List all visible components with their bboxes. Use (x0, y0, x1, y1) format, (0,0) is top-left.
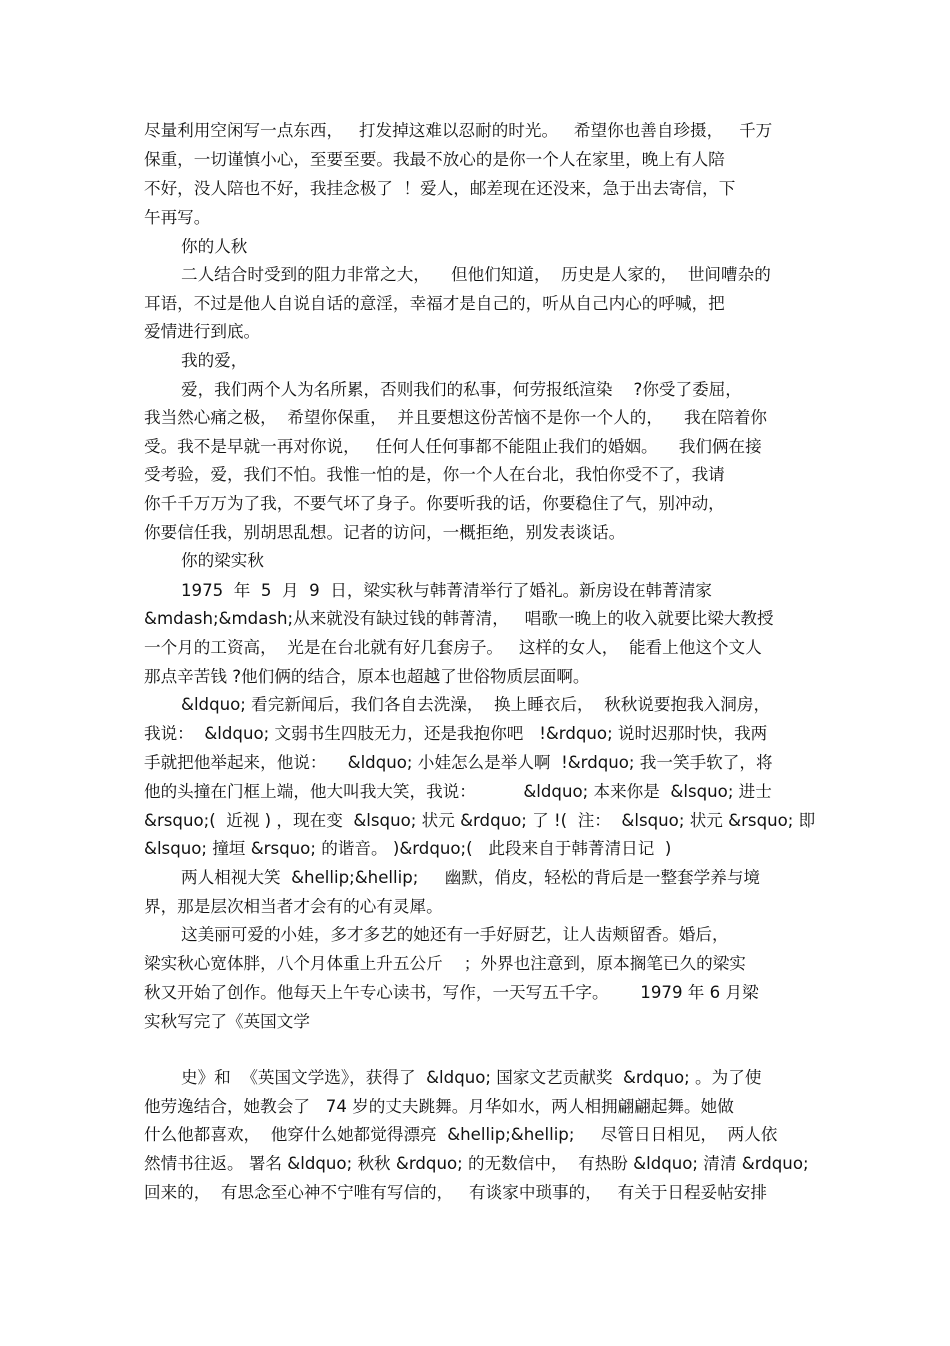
text-line: 我当然心痛之极， 希望你保重， 并且要想这份苦恼不是你一个人的， 我在陪着你 (144, 408, 767, 427)
text-line: 实秋写完了《英国文学 (144, 1012, 310, 1031)
text-line: 耳语，不过是他人自说自话的意淫，幸福才是自己的，听从自己内心的呼喊，把 (144, 294, 725, 313)
text-line: 1975 年 5 月 9 日，梁实秋与韩菁清举行了婚礼。新房设在韩菁清家 (181, 581, 712, 600)
text-line: 二人结合时受到的阻力非常之大， 但他们知道， 历史是人家的， 世间嘈杂的 (181, 265, 771, 284)
text-line: 史》和 《英国文学选》，获得了 &ldquo; 国家文艺贡献奖 &rdquo; 。为了使 (181, 1068, 762, 1087)
text-line: 我的爱， (181, 351, 248, 370)
text-line: 他的头撞在门框上端，他大叫我大笑，我说： &ldquo; 本来你是 &lsquo; 进士 (144, 782, 772, 801)
text-line: 受考验，爱，我们不怕。我惟一怕的是，你一个人在台北，我怕你受不了，我请 (144, 465, 725, 484)
text-line: 爱，我们两个人为名所累，否则我们的私事，何劳报纸渲染 ?你受了委屈， (181, 380, 742, 399)
text-line: 秋又开始了创作。他每天上午专心读书，写作，一天写五千字。 1979 年 6 月梁 (144, 983, 759, 1002)
text-line: 那点辛苦钱 ?他们俩的结合，原本也超越了世俗物质层面啊。 (144, 667, 590, 686)
text-line: 你的人秋 (181, 237, 248, 256)
text-line: 受。我不是早就一再对你说， 任何人任何事都不能阻止我们的婚姻。 我们俩在接 (144, 437, 762, 456)
text-line: &lsquo; 撞垣 &rsquo; 的谐音。 )&rdquo;( 此段来自于韩菁清日记 ) (144, 839, 672, 858)
text-line: 你千千万万为了我，不要气坏了身子。你要听我的话，你要稳住了气，别冲动， (144, 494, 725, 513)
text-line: 爱情进行到底。 (144, 322, 261, 341)
text-line: 你要信任我，别胡思乱想。记者的访问，一概拒绝，别发表谈话。 (144, 523, 626, 542)
text-line: 两人相视大笑 &hellip;&hellip; 幽默，俏皮，轻松的背后是一整套学养与境 (181, 868, 761, 887)
text-line: 午再写。 (144, 208, 211, 227)
text-line: &ldquo; 看完新闻后，我们各自去洗澡， 换上睡衣后， 秋秋说要抱我入洞房， (181, 695, 771, 714)
text-line: 然情书往返。 署名 &ldquo; 秋秋 &rdquo; 的无数信中， 有热盼 &ldquo; 清清 &rdquo; (144, 1154, 809, 1173)
text-line: 界，那是层次相当者才会有的心有灵犀。 (144, 897, 443, 916)
text-line: 回来的， 有思念至心神不宁唯有写信的， 有谈家中琐事的， 有关于日程妥帖安排 (144, 1183, 767, 1202)
text-line: 尽量利用空闲写一点东西， 打发掉这难以忍耐的时光。 希望你也善自珍摄， 千万 (144, 121, 773, 140)
text-line: &rsquo;( 近视 ) ，现在变 &lsquo; 状元 &rdquo; 了 !( 注： &lsquo; 状元 &rsquo; 即 (144, 811, 816, 830)
text-line: &mdash;&mdash;从来就没有缺过钱的韩菁清， 唱歌一晚上的收入就要比梁大教授 (144, 609, 774, 628)
text-line: 你的梁实秋 (181, 551, 264, 570)
text-line: 不好，没人陪也不好，我挂念极了 ！爱人，邮差现在还没来，急于出去寄信，下 (144, 179, 736, 198)
text-line: 什么他都喜欢， 他穿什么她都觉得漂亮 &hellip;&hellip; 尽管日日相见， 两人依 (144, 1125, 778, 1144)
text-line: 一个月的工资高， 光是在台北就有好几套房子。 这样的女人， 能看上他这个文人 (144, 638, 762, 657)
text-line: 手就把他举起来，他说： &ldquo; 小娃怎么是举人啊 !&rdquo; 我一笑手软了，将 (144, 753, 773, 772)
text-line: 保重，一切谨慎小心，至要至要。我最不放心的是你一个人在家里，晚上有人陪 (144, 150, 725, 169)
text-line: 这美丽可爱的小娃，多才多艺的她还有一手好厨艺，让人齿颊留香。婚后， (181, 925, 729, 944)
text-line: 梁实秋心宽体胖，八个月体重上升五公斤 ；外界也注意到，原本搁笔已久的梁实 (144, 954, 746, 973)
text-line: 他劳逸结合，她教会了 74 岁的丈夫跳舞。月华如水，两人相拥翩翩起舞。她做 (144, 1097, 734, 1116)
text-line: 我说： &ldquo; 文弱书生四肢无力，还是我抱你吧 !&rdquo; 说时迟那时快，我两 (144, 724, 768, 743)
